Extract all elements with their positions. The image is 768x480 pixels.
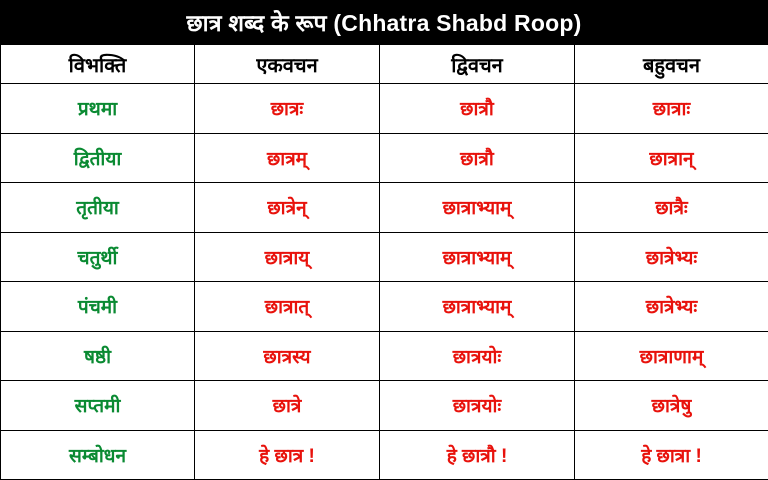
table-row [1, 232, 768, 282]
cell-ekvachan: छात्रे [195, 381, 380, 431]
cell-vibhakti: षष्ठी [1, 331, 195, 381]
table-row [1, 183, 768, 233]
column-header-bahuvachan: बहुवचन [575, 45, 768, 84]
cell-vibhakti: चतुर्थी [1, 232, 195, 282]
table-row [1, 84, 768, 134]
cell-ekvachan: छात्रम् [195, 133, 380, 183]
cell-dvivachan: छात्रौ [380, 133, 575, 183]
cell-ekvachan: छात्राय् [195, 232, 380, 282]
table-row [1, 133, 768, 183]
cell-dvivachan: छात्राभ्याम् [380, 282, 575, 332]
cell-vibhakti: द्वितीया [1, 133, 195, 183]
cell-bahuvachan: छात्रेभ्यः [575, 282, 768, 332]
cell-vibhakti: सम्बोधन [1, 430, 195, 480]
column-header-dvivachan: द्विवचन [380, 45, 575, 84]
cell-ekvachan: छात्रः [195, 84, 380, 134]
table-row [1, 331, 768, 381]
cell-ekvachan: हे छात्र ! [195, 430, 380, 480]
table-header-row [1, 45, 768, 84]
cell-dvivachan: छात्राभ्याम् [380, 183, 575, 233]
cell-ekvachan: छात्रात् [195, 282, 380, 332]
cell-vibhakti: सप्तमी [1, 381, 195, 431]
page-title: छात्र शब्द के रूप (Chhatra Shabd Roop) [0, 0, 768, 44]
column-header-ekvachan: एकवचन [195, 45, 380, 84]
cell-vibhakti: तृतीया [1, 183, 195, 233]
table-row [1, 381, 768, 431]
cell-dvivachan: छात्रयोः [380, 331, 575, 381]
cell-dvivachan: छात्रौ [380, 84, 575, 134]
cell-bahuvachan: छात्रेषु [575, 381, 768, 431]
cell-bahuvachan: छात्रान् [575, 133, 768, 183]
cell-bahuvachan: छात्रैः [575, 183, 768, 233]
cell-bahuvachan: छात्राणाम् [575, 331, 768, 381]
cell-vibhakti: प्रथमा [1, 84, 195, 134]
cell-ekvachan: छात्रस्य [195, 331, 380, 381]
cell-dvivachan: छात्रयोः [380, 381, 575, 431]
table-row [1, 430, 768, 480]
cell-dvivachan: छात्राभ्याम् [380, 232, 575, 282]
table-row [1, 282, 768, 332]
cell-dvivachan: हे छात्रौ ! [380, 430, 575, 480]
cell-ekvachan: छात्रेन् [195, 183, 380, 233]
cell-bahuvachan: छात्रेभ्यः [575, 232, 768, 282]
column-header-vibhakti: विभक्ति [1, 45, 195, 84]
cell-vibhakti: पंचमी [1, 282, 195, 332]
shabd-roop-table [0, 44, 768, 480]
cell-bahuvachan: छात्राः [575, 84, 768, 134]
cell-bahuvachan: हे छात्रा ! [575, 430, 768, 480]
